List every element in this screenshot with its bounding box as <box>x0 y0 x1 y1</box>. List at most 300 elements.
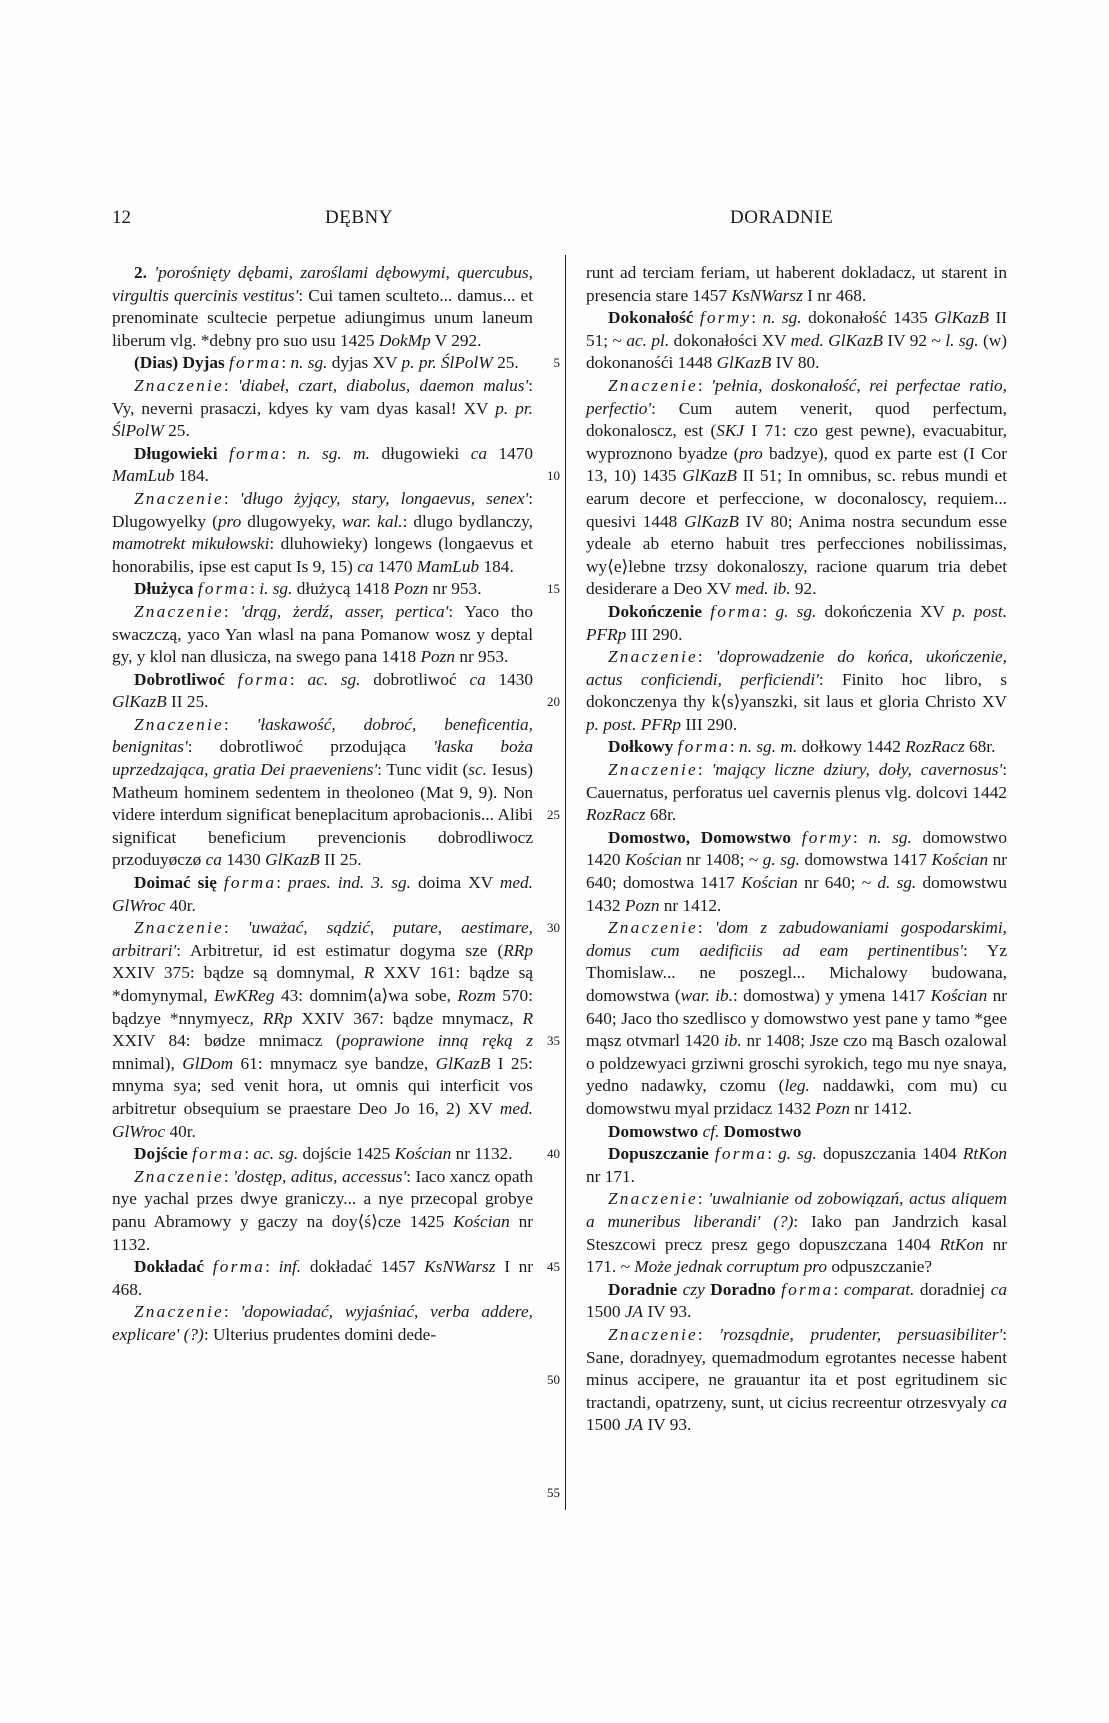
italic-text: n. sg. m. <box>297 443 370 463</box>
entry-text: nr 1412. <box>849 1098 912 1118</box>
italic-text: med. ib. <box>735 579 791 599</box>
entry-text: : Sane, doradnyey, quemadmodum egrotantes necesse habent minus accipere, ne grauantur ita et post egritudinem sic tractandi, opatrzeny, sunt, ut cicius recreentur otrzesvyaly <box>586 1324 1007 1412</box>
dictionary-entry <box>112 601 533 669</box>
section-label: formy <box>699 308 752 328</box>
section-label: Znaczenie <box>134 488 224 508</box>
entry-text: : Cum autem venerit, quod perfectum, dokonaloscz, est ( <box>586 398 1007 441</box>
entry-text: I nr 468. <box>112 1257 534 1299</box>
headword: Dłużyca <box>134 579 198 599</box>
headword: 2. <box>134 263 155 282</box>
entry-text: 1470 <box>373 556 417 576</box>
italic-text: mamotrekt mikułowski <box>112 534 270 554</box>
italic-text: 'mający liczne dziury, doły, cavernosus' <box>711 760 1003 780</box>
italic-text: war. ib. <box>680 986 734 1005</box>
entry-text: dokonałości XV <box>669 330 791 350</box>
entry-text: nr 953. <box>428 579 482 599</box>
dictionary-entry <box>112 1166 533 1256</box>
headword: Dopuszczanie <box>608 1144 715 1164</box>
italic-text: DokMp <box>378 330 431 350</box>
entry-text: : Iaco xancz opath nye yachal przes dwye graniczy... a nye przecopal grobye panu Abramowy y gaczy na doy⟨ś⟩cze 1425 <box>112 1166 534 1231</box>
dictionary-entry <box>586 646 1007 736</box>
italic-text: praes. ind. 3. sg. <box>288 873 411 893</box>
italic-text: MamLub <box>112 466 175 486</box>
italic-text: 'dostęp, aditus, accessus' <box>233 1166 407 1186</box>
italic-text: med. GlWroc <box>112 873 534 915</box>
entry-text: : <box>289 669 308 689</box>
section-label: forma <box>677 737 730 757</box>
dictionary-entry <box>112 443 533 488</box>
line-number: 45 <box>547 1259 560 1275</box>
italic-text: ca <box>357 556 374 576</box>
entry-text: 184. <box>174 466 209 486</box>
entry-text: 1470 <box>487 443 534 463</box>
italic-text: JA <box>624 1302 644 1322</box>
italic-text: 'pełnia, doskonałość, rei perfectae ratio, perfectio' <box>586 375 1008 418</box>
headword: Domostwo <box>719 1121 802 1141</box>
section-label: forma <box>223 873 277 893</box>
italic-text: Pozn <box>815 1098 850 1118</box>
entry-text: : domostwa) y ymena 1417 <box>733 986 931 1005</box>
entry-text: 1500 <box>586 1415 625 1435</box>
section-label: Znaczenie <box>134 601 224 621</box>
entry-text: IV 92 ~ <box>882 330 946 350</box>
entry-text: : <box>244 1144 254 1164</box>
entry-text: nr 1412. <box>659 895 722 915</box>
italic-text: d. sg. <box>877 873 917 893</box>
entry-text: IV 80. <box>771 353 820 373</box>
entry-text: 184. <box>479 556 514 576</box>
entry-text: 68r. <box>645 805 677 825</box>
section-label: forma <box>781 1279 834 1299</box>
entry-text: nr 640; Jaco tho szedlisco y domowstwo yest pane y tamo *gee mąsz otvmarl 1420 <box>586 986 1008 1051</box>
italic-text: 'doprowadzenie do końca, ukończenie, actus conficiendi, perficiendi' <box>586 647 1007 689</box>
dictionary-entry <box>586 759 1007 827</box>
entry-text: : <box>697 647 716 667</box>
entry-text: dokonałość 1435 <box>801 308 935 328</box>
entry-text: dołkowy 1442 <box>797 737 906 757</box>
italic-text: p. pr. ŚlPolW <box>112 398 533 441</box>
section-label: Znaczenie <box>608 375 698 395</box>
line-number: 35 <box>547 1033 560 1049</box>
entry-text: doradniej <box>914 1279 991 1299</box>
entry-text: : <box>751 308 763 328</box>
entry-text: I 71: czo gest pewne), evacuabitur, wyproznono byadze ( <box>586 421 1007 463</box>
entry-text: : <box>697 375 712 395</box>
entry-text: : <box>697 760 712 780</box>
italic-text: GlKazB <box>684 511 739 531</box>
italic-text: Pozn <box>624 895 660 915</box>
entry-text: dopuszczania 1404 <box>816 1144 963 1164</box>
dictionary-entry <box>112 1256 533 1301</box>
entry-text: długowieki <box>369 443 471 463</box>
entry-text: runt ad terciam feriam, ut haberent dokladacz, ut starent in presencia stare 1457 <box>586 263 1007 305</box>
entry-text: nr 1408; Jsze czo mą Basch ozalowal o poldzewyaci grziwni groschi syrokich, tego mu nye snaya, yedno nadawky, czomu ( <box>586 1031 1007 1096</box>
entry-text: : <box>697 918 715 938</box>
italic-text: 'łaskawość, dobroć, beneficentia, benignitas' <box>112 714 534 757</box>
entry-text: : <box>281 443 298 463</box>
entry-text: : Ulterius prudentes domini dede- <box>203 1324 437 1344</box>
italic-text: 'porośnięty dębami, zaroślami dębowymi, quercubus, virgultis quercinis vestitus' <box>112 263 533 305</box>
italic-text: i. sg. <box>259 579 293 599</box>
italic-text: 'rozsądnie, prudenter, persuasibiliter' <box>719 1324 1003 1344</box>
dictionary-entry <box>112 714 533 872</box>
italic-text: Pozn <box>393 579 429 599</box>
entry-text: 1500 <box>586 1302 625 1322</box>
dictionary-entry <box>586 1188 1007 1278</box>
entry-text: : <box>833 1279 844 1299</box>
italic-text: Kościan <box>930 986 988 1005</box>
running-head-first-entry: DĘBNY <box>325 207 393 228</box>
entry-text: nr 640; ~ <box>797 873 878 893</box>
italic-text: Kościan <box>741 873 798 893</box>
italic-text: ib. <box>723 1031 742 1051</box>
italic-text: RtKon <box>939 1234 984 1254</box>
italic-text: RtKon <box>962 1144 1008 1164</box>
italic-text: poprawione inną ręką z <box>341 1031 533 1051</box>
italic-text: med. GlKazB <box>790 330 883 350</box>
entry-text: II 51; In omnibus, sc. rebus mundi et earum decore et perfeccione, w doconaloscy, requiem... quesivi 1448 <box>586 466 1007 531</box>
entry-text: Iesus) Matheum hominem sedentem in theoloneo (Mat 9, 9). Non videre interdum significat beneplacitum aprobacionis... Alibi significat beneficium prevencionis dobrodliwocz przoduyøczø <box>112 760 533 870</box>
entry-text: : Yaco tho swaczczą, yaco Yan wlasl na pana Pomanow wosz y deptal gy, y klol nan dlusicza, na swego pana 1418 <box>112 601 534 667</box>
italic-text: RozRacz <box>905 737 965 757</box>
line-number: 30 <box>547 920 560 936</box>
running-head-last-entry: DORADNIE <box>730 207 834 228</box>
column-divider <box>565 255 566 1510</box>
italic-text: leg. <box>784 1076 810 1096</box>
italic-text: Kościan <box>453 1211 510 1231</box>
headword: Dołkowy <box>608 737 678 757</box>
section-label: Znaczenie <box>608 1324 698 1344</box>
headword: Doradno <box>704 1279 782 1299</box>
italic-text: 'drąg, żerdź, asser, pertica' <box>240 601 449 621</box>
headword: Dokończenie <box>608 601 711 621</box>
dictionary-entry <box>586 1121 1007 1144</box>
dictionary-entry <box>112 352 533 375</box>
entry-text: I nr 468. <box>802 285 867 305</box>
headword: Doradnie <box>608 1279 683 1299</box>
italic-text: SKJ <box>716 421 745 441</box>
italic-text: GlKazB <box>682 466 737 486</box>
entry-text: : <box>250 579 260 599</box>
italic-text: Pozn <box>420 647 455 667</box>
italic-text: war. kal. <box>341 511 403 531</box>
entry-text: 68r. <box>964 737 996 757</box>
italic-text: GlDom <box>182 1053 234 1073</box>
left-column <box>112 262 533 1347</box>
entry-text: : Iako pan Jandrzich kasal Steszcowi precz presz gego dopuszczana 1404 <box>586 1211 1007 1254</box>
line-number: 20 <box>547 694 560 710</box>
entry-text: dyjas XV <box>327 353 402 373</box>
entry-text: nr 953. <box>455 647 509 667</box>
section-label: forma <box>229 353 282 373</box>
italic-text: pro <box>739 443 763 463</box>
right-column <box>586 262 1007 1437</box>
section-label: Znaczenie <box>608 918 698 938</box>
dictionary-entry <box>586 1324 1007 1437</box>
italic-text: JA <box>624 1415 644 1435</box>
entry-text: XXV 161: bądze są *domynymal, <box>112 963 533 1005</box>
italic-text: ca <box>990 1392 1007 1412</box>
section-label: Znaczenie <box>134 714 224 734</box>
headword: Dojście <box>134 1144 193 1164</box>
entry-text: nr 1132. <box>451 1144 513 1164</box>
entry-text: : <box>265 1257 279 1277</box>
section-label: Znaczenie <box>134 1302 224 1322</box>
entry-text: : Vy, neverni prasaczi, kdyes ky vam dyas kasal! XV <box>112 375 533 418</box>
italic-text: 'uważać, sądzić, putare, aestimare, arbitrari' <box>112 918 534 960</box>
entry-text: 61: mnymacz sye bandze, <box>233 1053 436 1073</box>
italic-text: 'diabeł, czart, diabolus, daemon malus' <box>237 375 529 395</box>
italic-text: ca <box>990 1279 1007 1299</box>
entry-text: : <box>853 827 869 847</box>
italic-text: l. sg. <box>945 330 979 350</box>
section-label: Znaczenie <box>134 918 224 938</box>
section-label: forma <box>237 669 290 689</box>
italic-text: ca <box>205 850 222 870</box>
line-number: 15 <box>547 581 560 597</box>
line-number: 10 <box>547 468 560 484</box>
italic-text: Kościan <box>931 850 989 870</box>
entry-text: : <box>223 375 238 395</box>
entry-text: : <box>697 1189 709 1209</box>
italic-text: 'długo żyjący, stary, longaevus, senex' <box>239 488 529 508</box>
entry-text: domowstwa 1417 <box>799 850 932 870</box>
entry-text: nr 171. ~ <box>586 1234 1007 1277</box>
headword: Dobrotliwoć <box>134 669 238 689</box>
line-number: 25 <box>547 807 560 823</box>
section-label: Znaczenie <box>134 375 224 395</box>
entry-text: : <box>697 1324 720 1344</box>
italic-text: RRp <box>503 940 533 960</box>
entry-text: : <box>281 353 291 373</box>
dictionary-entry <box>586 736 1007 759</box>
italic-text: GlKazB <box>265 850 320 870</box>
entry-text: : Tunc vidit ( <box>377 760 469 780</box>
italic-text: 'łaska boża uprzedzająca, gratia Dei praeveniens' <box>112 737 533 780</box>
line-number: 40 <box>547 1146 560 1162</box>
entry-text: : Yz Thomislaw... ne poszegl... Michalowy budowana, domowstwa ( <box>586 940 1007 1005</box>
entry-text: XXIV 375: bądze są domnymal, <box>112 963 364 983</box>
italic-text: czy <box>682 1279 705 1299</box>
entry-text: : dobrotliwoć przodująca <box>187 737 434 757</box>
italic-text: MamLub <box>416 556 480 576</box>
entry-text: dokończenia XV <box>816 601 953 621</box>
section-label: Znaczenie <box>608 1189 698 1209</box>
entry-text: domowstwo 1420 <box>586 827 1007 870</box>
italic-text: g. sg. <box>778 1144 817 1164</box>
entry-text: II 25. <box>319 850 362 870</box>
entry-text: 92. <box>790 579 817 599</box>
entry-text: 1430 <box>485 669 534 689</box>
headword: (Dias) Dyjas <box>134 353 230 373</box>
italic-text: 'dom z zabudowaniami gospodarskimi, domus cum aedificiis ad eam pertinentibus' <box>586 918 1007 960</box>
italic-text: ca <box>469 669 486 689</box>
italic-text: GlKazB <box>435 1053 491 1073</box>
dictionary-entry <box>586 375 1007 601</box>
entry-text: : <box>767 1144 779 1164</box>
section-label: formy <box>801 827 854 847</box>
section-label: forma <box>192 1144 245 1164</box>
entry-text: : Cauernatus, perforatus uel cavernis plenus vlg. dolcovi 1442 <box>586 760 1008 802</box>
line-numbers <box>540 262 560 1502</box>
entry-text: : dlugo bydlanczy, <box>402 511 533 531</box>
entry-text: dokładać 1457 <box>301 1257 425 1277</box>
dictionary-entry <box>112 578 533 601</box>
section-label: forma <box>710 601 763 621</box>
italic-text: GlKazB <box>716 353 772 373</box>
entry-text: XXIV 84: bødze mnimacz ( <box>112 1031 342 1051</box>
headword: Domowstwo <box>608 1121 703 1141</box>
headword: Domostwo, Domowstwo <box>608 827 802 847</box>
italic-text: n. sg. <box>762 308 802 328</box>
entry-text: dobrotliwoć <box>360 669 470 689</box>
entry-text: naddawki, com mu) cu domowstwu myal przidacz 1432 <box>586 1076 1008 1118</box>
entry-text: II 25. <box>166 692 209 712</box>
italic-text: R <box>363 963 375 983</box>
italic-text: Kościan <box>625 850 682 870</box>
italic-text: RRp <box>262 1008 293 1028</box>
entry-text: III 290. <box>626 624 683 644</box>
section-label: Znaczenie <box>608 647 698 667</box>
italic-text: n. sg. <box>290 353 328 373</box>
section-label: forma <box>229 443 282 463</box>
italic-text: med. GlWroc <box>112 1098 533 1141</box>
italic-text: n. sg. m. <box>739 737 798 757</box>
entry-text: badzye), quod ex parte est (I Cor 13, 10) 1435 <box>586 443 1008 486</box>
italic-text: cf. <box>702 1121 720 1141</box>
italic-text: R <box>522 1008 533 1028</box>
italic-text: 'uwalnianie od zobowiązań, actus aliquem a muneribus liberandi' (?) <box>586 1189 1007 1231</box>
entry-text: 40r. <box>165 1121 196 1141</box>
dictionary-entry <box>112 375 533 443</box>
entry-text: : <box>762 601 776 621</box>
italic-text: p. post. PFRp <box>586 714 682 734</box>
italic-text: Rozm <box>457 986 496 1005</box>
entry-text: II 51; ~ <box>586 308 1007 350</box>
italic-text: RozRacz <box>586 805 646 825</box>
entry-text: V 292. <box>430 330 482 350</box>
entry-text: dojście 1425 <box>298 1144 395 1164</box>
entry-text: nr 1408; ~ <box>681 850 763 870</box>
entry-text: : Cui tamen sculteto... damus... et prenominate scultecie perpetue adiungimus unum laneum liberum vlg. *debny pro suo usu 1425 <box>112 285 534 350</box>
dictionary-entry <box>586 827 1007 917</box>
italic-text: g. sg. <box>775 601 817 621</box>
italic-text: ac. pl. <box>626 330 670 350</box>
entry-text: : Arbitretur, id est estimatur dogyma sze ( <box>176 940 504 960</box>
entry-text: : <box>223 1166 234 1186</box>
italic-text: sc. <box>468 760 487 780</box>
entry-text: : Finito hoc libro, s dokonczenya thy k⟨s⟩yanszki, sit laus et gloria Christo XV <box>586 669 1007 712</box>
dictionary-entry <box>112 1301 533 1346</box>
italic-text: p. pr. ŚlPolW <box>401 353 493 373</box>
dictionary-entry <box>112 1143 533 1166</box>
italic-text: n. sg. <box>868 827 912 847</box>
italic-text: g. sg. <box>762 850 800 870</box>
page-number: 12 <box>112 207 131 228</box>
entry-text: dłużycą 1418 <box>292 579 394 599</box>
italic-text: ca <box>470 443 487 463</box>
entry-text: : <box>729 737 740 757</box>
section-label: forma <box>197 579 251 599</box>
entry-text: 43: domnim⟨a⟩wa sobe, <box>274 986 458 1005</box>
dictionary-entry <box>112 488 533 578</box>
entry-text: III 290. <box>681 714 738 734</box>
section-label: Znaczenie <box>608 760 698 780</box>
entry-text: domowstwu 1432 <box>586 873 1008 915</box>
entry-text: : Dlugowyelky ( <box>112 488 533 531</box>
italic-text: 'dopowiadać, wyjaśniać, verba addere, explicare' (?) <box>112 1302 533 1344</box>
dictionary-entry <box>586 1279 1007 1324</box>
entry-text: : <box>223 488 240 508</box>
line-number: 5 <box>553 355 560 371</box>
headword: Dokładać <box>134 1257 213 1277</box>
italic-text: pro <box>217 511 242 531</box>
dictionary-entry <box>112 917 533 1143</box>
dictionary-entry <box>112 872 533 917</box>
dictionary-entry <box>586 307 1007 375</box>
entry-text: I 25: mnyma sya; sed venit hora, ut omnis qui interficit vos arbitretur obsequium se praestare Deo Jo 16, 2) XV <box>112 1053 533 1118</box>
entry-text: IV 93. <box>643 1302 692 1322</box>
entry-text: 570: bądzye *nnymyecz, <box>112 986 533 1028</box>
dictionary-entry <box>586 917 1007 1120</box>
italic-text: Kościan <box>394 1144 452 1164</box>
italic-text: GlKazB <box>934 308 990 328</box>
entry-text: doima XV <box>410 873 500 893</box>
italic-text: Może jednak corruptum pro <box>634 1257 828 1277</box>
entry-text: : <box>223 918 248 938</box>
running-head <box>112 207 942 233</box>
entry-text: 1430 <box>221 850 266 870</box>
entry-text: IV 80; Anima nostra secundum esse ydeale ab eterno habuit tres perfecciones nobilissimas, wy⟨e⟩lebne trzsy dokonaloszy, racione quarum tria debet desiderare a Deo XV <box>586 511 1007 599</box>
entry-text: (w) dokonanośći 1448 <box>586 330 1008 373</box>
dictionary-entry <box>586 601 1007 646</box>
headword: Doimać się <box>134 873 224 893</box>
italic-text: p. post. PFRp <box>586 601 1008 644</box>
entry-text: : <box>223 601 241 621</box>
entry-text: : <box>276 873 289 893</box>
italic-text: KsNWarsz <box>424 1257 496 1277</box>
entry-text: nr 1132. <box>112 1211 534 1254</box>
dictionary-entry <box>586 262 1007 307</box>
italic-text: GlKazB <box>112 692 167 712</box>
entry-text: : <box>223 714 257 734</box>
dictionary-entry <box>586 1143 1007 1188</box>
section-label: forma <box>212 1257 266 1277</box>
entry-text: nr 171. <box>586 1166 635 1186</box>
entry-text: XXIV 367: bądze mnymacz, <box>292 1008 523 1028</box>
dictionary-entry <box>112 669 533 714</box>
line-number: 50 <box>547 1372 560 1388</box>
entry-text: : <box>223 1302 241 1322</box>
entry-text: odpuszczanie? <box>827 1257 933 1277</box>
entry-text: nr 640; domostwa 1417 <box>586 850 1008 893</box>
entry-text: 40r. <box>165 895 196 915</box>
entry-text: 25. <box>163 421 190 441</box>
section-label: forma <box>714 1144 768 1164</box>
italic-text: EwKReg <box>214 986 275 1005</box>
italic-text: ac. sg. <box>307 669 361 689</box>
line-number: 55 <box>547 1485 560 1501</box>
italic-text: KsNWarsz <box>731 285 803 305</box>
entry-text: 25. <box>492 353 519 373</box>
entry-text: mnimal), <box>112 1053 183 1073</box>
italic-text: comparat. <box>843 1279 915 1299</box>
headword: Dokonałość <box>608 308 700 328</box>
entry-text: IV 93. <box>643 1415 692 1435</box>
italic-text: ac. sg. <box>253 1144 299 1164</box>
entry-text: dlugowyeky, <box>241 511 342 531</box>
italic-text: inf. <box>278 1257 302 1277</box>
